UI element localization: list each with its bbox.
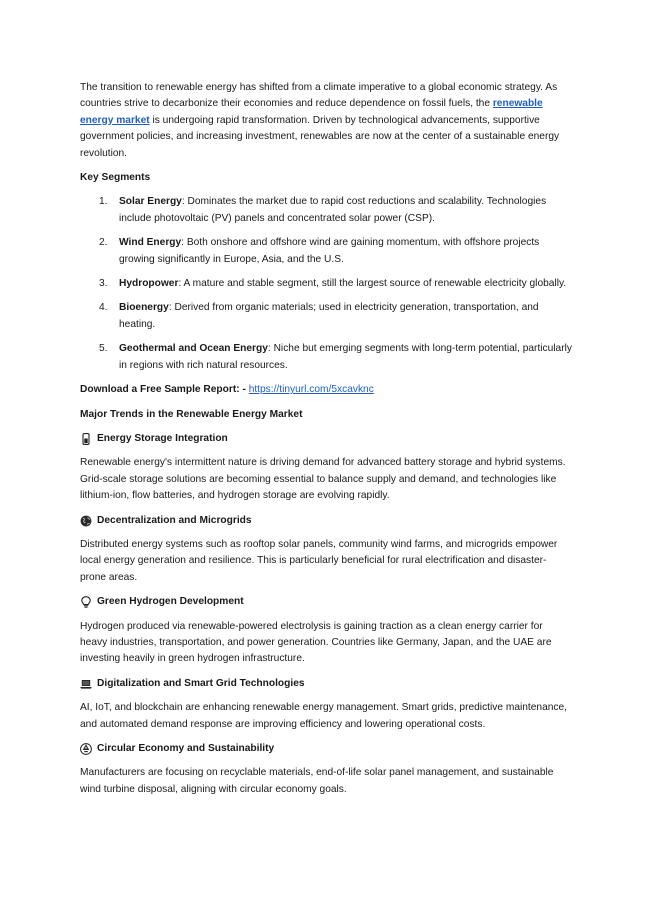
list-number: 4.: [99, 302, 108, 314]
trend-text: Renewable energy's intermittent nature is driving demand for advanced battery storage and hybrid systems. Grid-scale storage solutions are becoming essential to balance supply and demand, and technologies like lithium-ion, flow batteries, and hydrogen storage are evolving rapidly.: [80, 457, 566, 502]
sample-report-link[interactable]: https://tinyurl.com/5xcavknc: [248, 384, 374, 396]
segment-title: Geothermal and Ocean Energy: [119, 343, 268, 355]
segment-text: : A mature and stable segment, still the largest source of renewable electricity globally.: [178, 278, 567, 290]
segment-title: Wind Energy: [119, 237, 182, 249]
trend-heading: [80, 431, 572, 447]
list-item: [80, 276, 572, 292]
list-item: [80, 194, 572, 227]
segment-text: : Derived from organic materials; used in electricity generation, transportation, and heating.: [119, 302, 539, 330]
document-page: [80, 80, 572, 806]
list-item: [80, 235, 572, 268]
trend-heading: [80, 741, 572, 757]
major-trends-heading: Major Trends in the Renewable Energy Market: [80, 408, 303, 420]
trend-text: Manufacturers are focusing on recyclable materials, end-of-life solar panel management, and sustainable wind turbine disposal, aligning with circular economy goals.: [80, 767, 554, 795]
recycle-icon: [80, 743, 92, 755]
list-number: 3.: [99, 278, 108, 290]
download-line: [80, 382, 572, 398]
trend-text: Hydrogen produced via renewable-powered electrolysis is gaining traction as a clean energy carrier for heavy industries, transportation, and power generation. Countries like Germany, Japan, and the UAE are investing heavily in green hydrogen infrastructure.: [80, 620, 552, 665]
list-item: [80, 300, 572, 333]
renewable-energy-market-link[interactable]: renewable energy market: [80, 98, 543, 126]
trend-heading: [80, 513, 572, 529]
segment-title: Bioenergy: [119, 302, 169, 314]
trend-title: Decentralization and Microgrids: [97, 514, 252, 526]
segment-text: : Niche but emerging segments with long-term potential, particularly in regions with rich natural resources.: [119, 343, 572, 371]
trend-title: Circular Economy and Sustainability: [97, 743, 275, 754]
lightbulb-icon: [80, 596, 92, 608]
trend-title: Digitalization and Smart Grid Technologies: [97, 677, 305, 689]
intro-paragraph: [80, 80, 572, 162]
intro-text-2: is undergoing rapid transformation. Driven by technological advancements, supportive government policies, and increasing investment, renewables are now at the center of a sustainable energy revolution.: [80, 114, 560, 159]
download-label: Download a Free Sample Report: -: [80, 384, 249, 396]
list-number: 1.: [99, 196, 108, 208]
phone-battery-icon: [80, 433, 92, 445]
key-segments-list: [80, 194, 572, 374]
intro-text-1: The transition to renewable energy has shifted from a climate imperative to a global economic strategy. As countries strive to decarbonize their economies and reduce dependence on fossil fuels, the: [80, 82, 558, 110]
trend-text: Distributed energy systems such as rooftop solar panels, community wind farms, and microgrids empower local energy generation and resilience. This is particularly beneficial for rural electrification and disaster-prone areas.: [80, 538, 558, 583]
key-segments-heading: Key Segments: [80, 172, 151, 184]
segment-title: Hydropower: [119, 278, 179, 290]
segment-text: : Both onshore and offshore wind are gaining momentum, with offshore projects growing significantly in Europe, Asia, and the U.S.: [119, 237, 540, 265]
segment-title: Solar Energy: [119, 196, 182, 208]
trend-title: Green Hydrogen Development: [97, 596, 244, 608]
list-number: 2.: [99, 237, 108, 249]
globe-icon: [80, 515, 92, 527]
laptop-icon: [80, 678, 92, 690]
segment-text: : Dominates the market due to rapid cost reductions and scalability. Technologies include photovoltaic (PV) panels and concentrated solar power (CSP).: [119, 196, 547, 224]
trend-title: Energy Storage Integration: [97, 432, 228, 444]
list-item: [80, 341, 572, 374]
trend-text: AI, IoT, and blockchain are enhancing renewable energy management. Smart grids, predictive maintenance, and automated demand response are improving efficiency and lowering operational costs.: [80, 702, 568, 730]
list-number: 5.: [99, 343, 108, 355]
trend-heading: [80, 594, 572, 610]
trend-heading: [80, 676, 572, 692]
